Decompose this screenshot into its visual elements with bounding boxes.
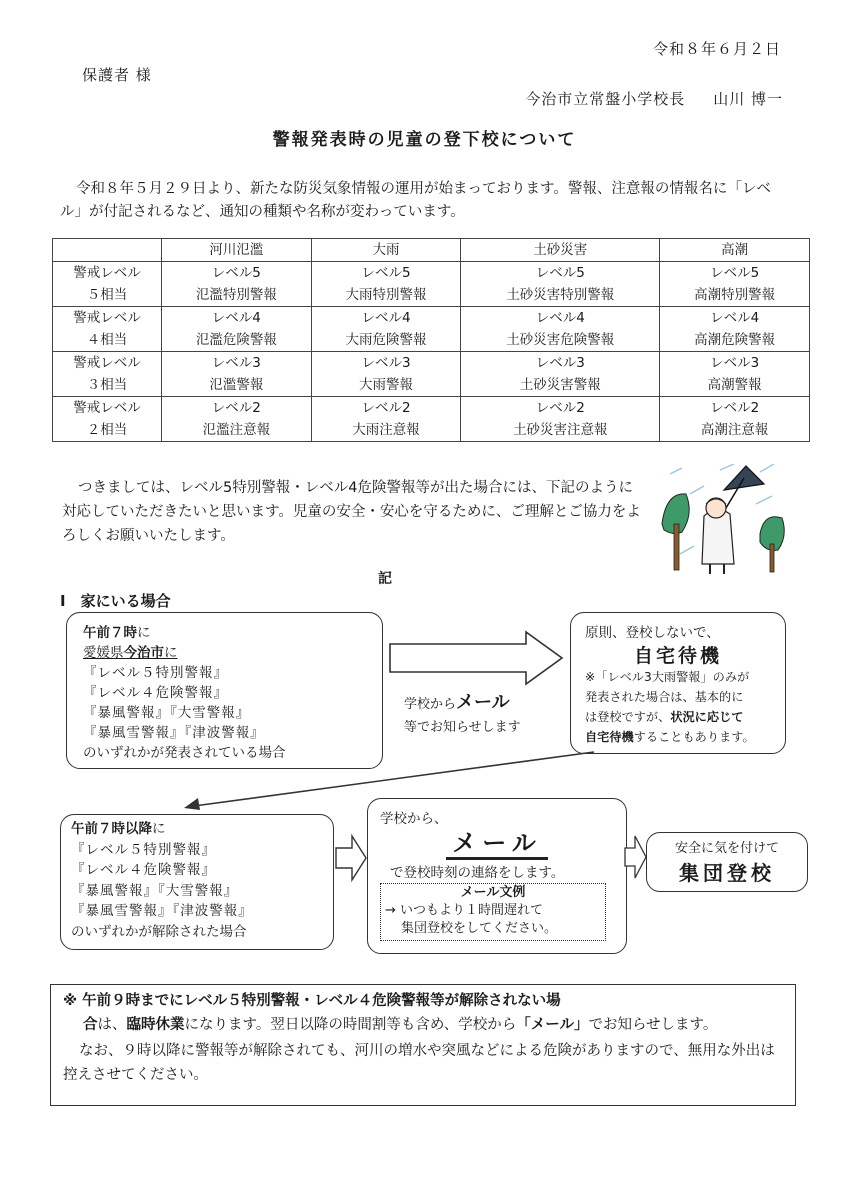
- table-row: [53, 284, 810, 307]
- text: 合: [83, 1017, 98, 1033]
- text: に: [137, 625, 151, 641]
- ki-heading: 記: [378, 571, 392, 587]
- warning-item: 『暴風警報』『大雪警報』: [83, 705, 251, 721]
- table-cell: 高潮警報: [660, 374, 810, 397]
- warning-level-table: [52, 238, 810, 442]
- sender: [525, 88, 783, 109]
- table-cell: レベル5: [660, 262, 810, 285]
- text: 等でお知らせします: [404, 720, 521, 735]
- section-heading: Ⅰ 家にいる場合: [60, 592, 171, 610]
- text: 状況に応じて: [670, 710, 744, 724]
- warning-item: 『暴風雪警報』『津波警報』: [83, 725, 265, 741]
- table-row: [53, 397, 810, 420]
- row-label: ２相当: [53, 419, 162, 442]
- text: 臨時休業: [126, 1017, 185, 1033]
- table-cell: 土砂災害注意報: [461, 419, 660, 442]
- table-cell: レベル3: [162, 352, 312, 375]
- table-cell: 大雨危険警報: [311, 329, 461, 352]
- table-cell: 土砂災害特別警報: [461, 284, 660, 307]
- right-arrow-icon: [388, 630, 566, 686]
- warning-item: 『レベル５特別警報』: [71, 841, 216, 858]
- table-header-cell: 土砂災害: [461, 239, 660, 262]
- table-header-cell: 大雨: [311, 239, 461, 262]
- table-cell: レベル3: [461, 352, 660, 375]
- table-header-cell: 河川氾濫: [162, 239, 312, 262]
- table-cell: レベル5: [162, 262, 312, 285]
- right-tree: [760, 517, 784, 572]
- left-tree: [662, 494, 689, 570]
- text: ※ 午前９時までにレベル５特別警報・レベル４危険警報等が解除されない場: [63, 993, 561, 1009]
- text: 発表された場合は、基本的に: [585, 690, 744, 704]
- umbrella: [724, 466, 764, 508]
- mail-example: [380, 883, 606, 941]
- table-cell: 氾濫注意報: [162, 419, 312, 442]
- table-cell: 土砂災害警報: [461, 374, 660, 397]
- text: でお知らせします。: [588, 1017, 718, 1033]
- text: することもあります。: [633, 730, 755, 744]
- row-label: 警戒レベル: [53, 352, 162, 375]
- table-cell: 氾濫警報: [162, 374, 312, 397]
- text: は登校ですが、: [585, 710, 671, 724]
- row-label: 警戒レベル: [53, 307, 162, 330]
- arrow-caption: [404, 688, 574, 735]
- text: のいずれかが解除された場合: [71, 923, 247, 940]
- right-arrow-icon: [334, 832, 368, 884]
- table-cell: レベル5: [461, 262, 660, 285]
- action-box-group-walk: [646, 832, 808, 892]
- table-cell: 氾濫危険警報: [162, 329, 312, 352]
- action-box-home-wait: [570, 612, 786, 754]
- text: 集団登校: [679, 861, 775, 885]
- text: になります。翌日以降の時間割等も含め、学校から: [184, 1017, 517, 1033]
- recipient: 保護者 様: [82, 66, 152, 84]
- table-cell: 大雨警報: [311, 374, 461, 397]
- condition-box-morning: [66, 612, 383, 769]
- table-row: [53, 307, 810, 330]
- condition-box-after7: [60, 814, 334, 950]
- row-label: ４相当: [53, 329, 162, 352]
- person: [702, 498, 734, 574]
- table-cell: 高潮特別警報: [660, 284, 810, 307]
- table-cell: レベル2: [660, 397, 810, 420]
- text: に: [152, 821, 166, 837]
- time-label: 午前７時: [83, 625, 137, 641]
- table-cell: レベル2: [311, 397, 461, 420]
- table-cell: レベル4: [660, 307, 810, 330]
- text: メール文例: [460, 885, 526, 900]
- text: 自宅待機: [633, 645, 722, 667]
- warning-item: 『レベル４危険警報』: [71, 862, 216, 878]
- table-row: [53, 419, 810, 442]
- text: → いつもより１時間遅れて: [385, 903, 544, 918]
- text: 学校から: [404, 697, 457, 712]
- table-cell: レベル2: [162, 397, 312, 420]
- row-label: 警戒レベル: [53, 262, 162, 285]
- request-paragraph: つきましては、レベル5特別警報・レベル4危険警報等が出た場合には、下記のように対応していただきたいと思います。児童の安全・安心を守るために、ご理解とご協力をよろしくお願いいたします。: [62, 480, 641, 544]
- table-header-row: [53, 239, 810, 262]
- text: ※「レベル3大雨警報」のみが: [585, 670, 750, 684]
- table-cell: 氾濫特別警報: [162, 284, 312, 307]
- text: 今治市: [123, 645, 164, 661]
- warning-item: 『レベル４危険警報』: [83, 685, 228, 701]
- text: で登校時刻の連絡をします。: [390, 865, 565, 881]
- action-box-mail: [367, 798, 627, 954]
- text: 原則、登校しないで、: [585, 625, 720, 641]
- right-arrow-icon: [624, 832, 648, 882]
- sender-name: 山川 博一: [713, 90, 783, 108]
- warning-item: 『暴風雪警報』『津波警報』: [71, 903, 253, 919]
- table-cell: レベル4: [162, 307, 312, 330]
- text: 愛媛県: [83, 645, 124, 661]
- table-header-cell: 高潮: [660, 239, 810, 262]
- table-row: [53, 352, 810, 375]
- text: 集団登校をしてください。: [401, 921, 558, 936]
- text: 学校から、: [380, 811, 448, 827]
- letter-date: 令和８年６月２日: [652, 40, 781, 58]
- text: なお、９時以降に警報等が解除されても、河川の増水や突風などによる危険がありますので、無用な外出は控えさせてください。: [63, 1043, 775, 1083]
- time-label: 午前７時以降: [71, 821, 152, 837]
- table-cell: レベル2: [461, 397, 660, 420]
- table-header-cell: [53, 239, 162, 262]
- text: メール: [456, 692, 510, 713]
- row-label: ５相当: [53, 284, 162, 307]
- text: は、: [97, 1017, 127, 1033]
- table-cell: 高潮注意報: [660, 419, 810, 442]
- sender-school: 今治市立常盤小学校長: [525, 90, 686, 108]
- table-row: [53, 329, 810, 352]
- intro-paragraph: 令和８年５月２９日より、新たな防災気象情報の運用が始まっております。警報、注意報の情報名に「レベル」が付記されるなど、通知の種類や名称が変わっています。: [60, 181, 771, 220]
- closure-note: [50, 984, 796, 1106]
- table-row: [53, 374, 810, 397]
- text: メール: [446, 829, 548, 860]
- table-cell: レベル4: [311, 307, 461, 330]
- row-label: 警戒レベル: [53, 397, 162, 420]
- text: 「メール」: [516, 1017, 589, 1033]
- table-cell: 大雨注意報: [311, 419, 461, 442]
- warning-item: 『暴風警報』『大雪警報』: [71, 882, 239, 899]
- page-title: 警報発表時の児童の登下校について: [272, 130, 577, 150]
- table-cell: レベル3: [311, 352, 461, 375]
- text: 安全に気を付けて: [674, 841, 779, 856]
- row-label: ３相当: [53, 374, 162, 397]
- text: のいずれかが発表されている場合: [83, 745, 286, 761]
- table-row: [53, 262, 810, 285]
- text: に: [164, 645, 178, 661]
- table-cell: レベル5: [311, 262, 461, 285]
- table-cell: レベル4: [461, 307, 660, 330]
- table-cell: 高潮危険警報: [660, 329, 810, 352]
- table-cell: 大雨特別警報: [311, 284, 461, 307]
- table-cell: 土砂災害危険警報: [461, 329, 660, 352]
- warning-item: 『レベル５特別警報』: [83, 665, 228, 681]
- text: 自宅待機: [585, 730, 634, 744]
- table-cell: レベル3: [660, 352, 810, 375]
- storm-umbrella-illustration: [660, 464, 790, 576]
